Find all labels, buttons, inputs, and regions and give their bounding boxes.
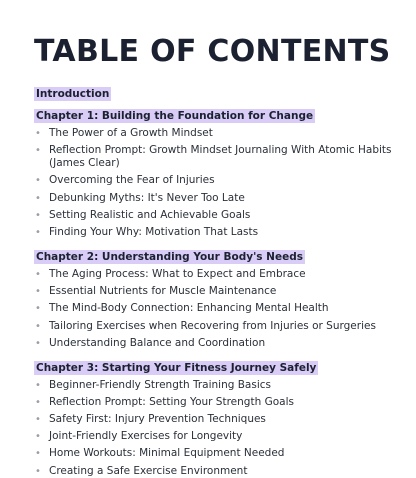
list-item[interactable] [34,285,396,298]
chapter-3-heading-row [34,356,396,375]
chapter-1-heading-row [34,104,396,123]
bullet-icon: • [35,128,41,139]
list-item[interactable] [34,209,396,222]
list-item[interactable] [34,302,396,315]
list-item[interactable] [34,465,396,478]
list-item-label: Creating a Safe Exercise Environment [49,464,248,477]
bullet-icon: • [35,396,41,408]
bullet-icon: • [35,303,41,315]
bullet-icon: • [35,286,41,298]
list-item-label: Reflection Prompt: Growth Mindset Journaling With Atomic Habits (James Clear) [49,144,392,170]
chapter-2-list [34,268,396,350]
list-item[interactable] [34,268,396,281]
chapter-2-heading[interactable]: Chapter 2: Understanding Your Body's Needs [36,250,303,263]
bullet-icon: • [35,448,41,460]
intro-row [34,82,396,101]
list-item[interactable] [34,174,396,187]
list-item-label: Essential Nutrients for Muscle Maintenance [49,285,277,298]
list-item-label: The Aging Process: What to Expect and Embrace [49,267,306,280]
list-item[interactable] [34,192,396,205]
list-item[interactable] [34,320,396,333]
list-item[interactable] [34,144,396,170]
list-item[interactable] [34,396,396,409]
list-item-label: The Power of a Growth Mindset [49,127,213,139]
list-item[interactable] [34,127,396,140]
list-item-label: Joint-Friendly Exercises for Longevity [49,430,243,443]
list-item-label: Home Workouts: Minimal Equipment Needed [49,447,285,460]
toc-title: TABLE OF CONTENTS [34,34,391,69]
bullet-icon: • [35,320,41,332]
chapter-3-list [34,379,396,478]
bullet-icon: • [35,175,41,187]
bullet-icon: • [35,465,41,477]
bullet-icon: • [35,414,41,426]
bullet-icon: • [35,209,41,221]
list-item-label: Safety First: Injury Prevention Techniques [49,413,266,426]
bullet-icon: • [35,268,41,280]
chapter-1-heading[interactable]: Chapter 1: Building the Foundation for Change [36,110,314,122]
list-item[interactable] [34,413,396,426]
chapter-2-heading-row [34,245,396,264]
chapter-1-list [34,127,396,239]
bullet-icon: • [35,379,41,391]
list-item[interactable] [34,447,396,460]
list-item[interactable] [34,337,396,350]
chapter-3-heading[interactable]: Chapter 3: Starting Your Fitness Journey Safely [36,361,317,374]
bullet-icon: • [35,431,41,443]
list-item-label: Finding Your Why: Motivation That Lasts [49,225,259,238]
bullet-icon: • [35,337,41,349]
list-item-label: Beginner-Friendly Strength Training Basics [49,378,272,391]
list-item-label: Understanding Balance and Coordination [49,336,266,349]
list-item-label: Reflection Prompt: Setting Your Strength Goals [49,395,294,408]
bullet-icon: • [35,192,41,204]
list-item[interactable] [34,379,396,392]
list-item[interactable] [34,226,396,239]
intro-link[interactable]: Introduction [36,88,110,100]
list-item-label: The Mind-Body Connection: Enhancing Mental Health [49,302,329,315]
list-item-label: Overcoming the Fear of Injuries [49,174,215,187]
list-item-label: Setting Realistic and Achievable Goals [49,208,251,221]
list-item-label: Debunking Myths: It's Never Too Late [49,191,245,204]
bullet-icon: • [35,145,41,157]
list-item[interactable] [34,430,396,443]
bullet-icon: • [35,226,41,238]
list-item-label: Tailoring Exercises when Recovering from Injuries or Surgeries [49,319,376,332]
